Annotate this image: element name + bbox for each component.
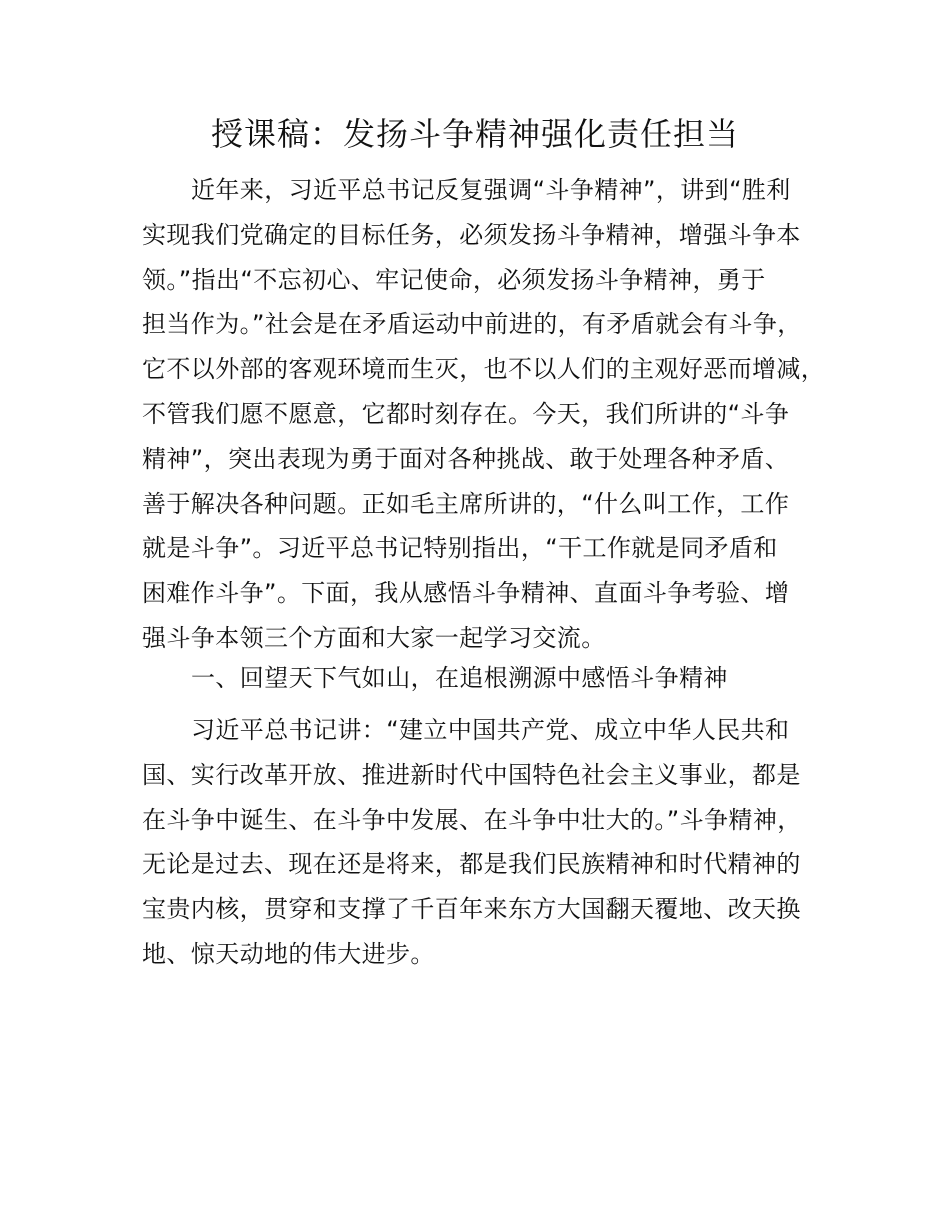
text-line: 近年来，习近平总书记反复强调“斗争精神”，讲到“胜利 bbox=[191, 176, 791, 204]
text-line: 在斗争中诞生、在斗争中发展、在斗争中壮大的。”斗争精神， bbox=[142, 805, 802, 834]
text-line: 不管我们愿不愿意，它都时刻存在。今天，我们所讲的“斗争 bbox=[142, 399, 790, 428]
text-line: 地、惊天动地的伟大进步。 bbox=[142, 939, 435, 968]
section-heading bbox=[142, 656, 842, 701]
text-line: 就是斗争”。习近平总书记特别指出，“干工作就是同矛盾和 bbox=[142, 534, 778, 563]
text-line: 它不以外部的客观环境而生灭，也不以人们的主观好恶而增减， bbox=[142, 355, 826, 384]
text-line: 国、实行改革开放、推进新时代中国特色社会主义事业，都是 bbox=[142, 760, 801, 789]
text-line: 无论是过去、现在还是将来，都是我们民族精神和时代精神的 bbox=[142, 850, 801, 879]
paragraph-intro bbox=[142, 168, 842, 661]
text-line: 善于解决各种问题。正如毛主席所讲的，“什么叫工作，工作 bbox=[142, 489, 790, 518]
text-line: 精神”，突出表现为勇于面对各种挑战、敢于处理各种矛盾、 bbox=[142, 444, 790, 473]
paragraph-section-1 bbox=[142, 708, 842, 977]
text-line: 实现我们党确定的目标任务，必须发扬斗争精神，增强斗争本 bbox=[142, 220, 801, 249]
text-line: 困难作斗争”。下面，我从感悟斗争精神、直面斗争考验、增 bbox=[142, 579, 790, 608]
section-heading-text: 一、回望天下气如山，在追根溯源中感悟斗争精神 bbox=[191, 664, 728, 692]
text-line: 宝贵内核，贯穿和支撑了千百年来东方大国翻天覆地、改天换 bbox=[142, 895, 801, 924]
document-title: 授课稿：发扬斗争精神强化责任担当 bbox=[210, 115, 739, 153]
text-line: 习近平总书记讲：“建立中国共产党、成立中华人民共和 bbox=[191, 716, 790, 744]
text-line: 强斗争本领三个方面和大家一起学习交流。 bbox=[142, 623, 606, 652]
text-line: 领。”指出“不忘初心、牢记使命，必须发扬斗争精神，勇于 bbox=[142, 265, 766, 294]
text-line: 担当作为。”社会是在矛盾运动中前进的，有矛盾就会有斗争， bbox=[142, 310, 802, 339]
